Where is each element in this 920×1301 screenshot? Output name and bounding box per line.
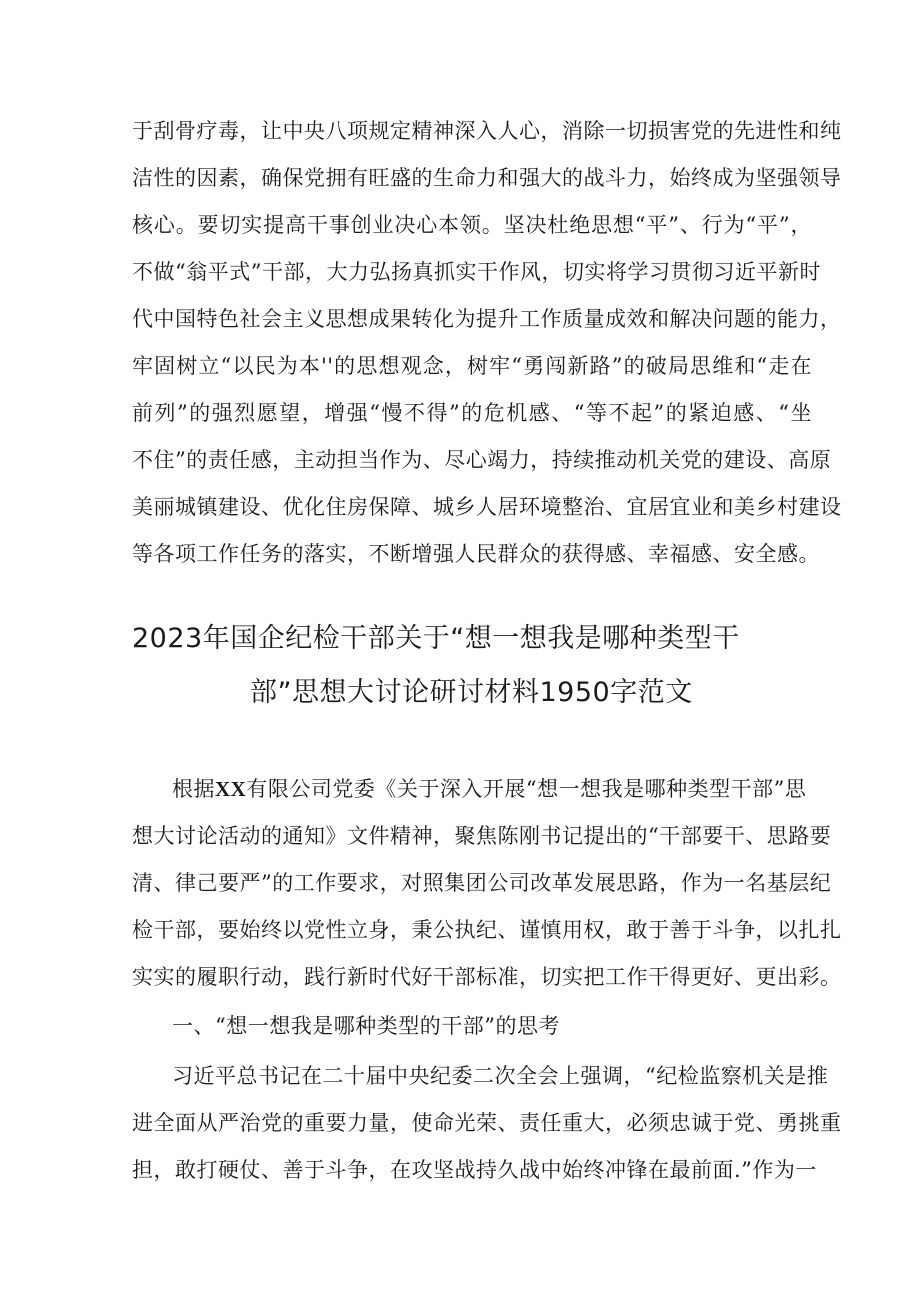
document-title-line1: 2023年国企纪检干部关于“想一想我是哪种类型干 bbox=[132, 623, 740, 654]
paragraph-line: 洁性的因素，确保党拥有旺盛的生命力和强大的战斗力，始终成为坚强领导 bbox=[132, 166, 842, 190]
paragraph-line: 想大讨论活动的通知》文件精神，聚焦陈刚书记提出的“干部要干、思路要 bbox=[132, 824, 832, 848]
text-rest: 有限公司党委《关于深入开展“想一想我是哪种类型干部”思 bbox=[246, 777, 807, 801]
paragraph-line: 不做“翁平式”干部，大力弘扬真抓实干作风，切实将学习贯彻习近平新时 bbox=[132, 260, 821, 284]
paragraph-line: 前列”的强烈愿望，增强“慢不得”的危机感、“等不起”的紧迫感、“坐 bbox=[132, 401, 812, 425]
paragraph-first-line: 习近平总书记在二十届中央纪委二次全会上强调，“纪检监察机关是推 bbox=[172, 1064, 829, 1088]
paragraph-line: 实实的履职行动，践行新时代好干部标准，切实把工作干得更好、更出彩。 bbox=[132, 965, 842, 989]
paragraph-line: 牢固树立“以民为本''的思想观念，树牢“勇闯新路”的破局思维和“走在 bbox=[132, 354, 812, 378]
paragraph-line: 等各项工作任务的落实，不断增强人民群众的获得感、幸福感、安全感。 bbox=[132, 542, 820, 566]
paragraph-line: 于刮骨疗毒，让中央八项规定精神深入人心，消除一切损害党的先进性和纯 bbox=[132, 119, 842, 143]
section-heading: 一、“想一想我是哪种类型的干部”的思考 bbox=[172, 1014, 560, 1038]
paragraph-line: 核心。要切实提高干事创业决心本领。坚决杜绝思想“平”、行为“平”， bbox=[132, 213, 812, 237]
paragraph-line: 担，敢打硬仗、善于斗争，在攻坚战持久战中始终冲锋在最前面.”作为一 bbox=[132, 1158, 817, 1182]
paragraph-line: 进全面从严治党的重要力量，使命光荣、责任重大，必须忠诚于党、勇挑重 bbox=[132, 1111, 842, 1135]
paragraph-line: 检干部，要始终以党性立身，秉公执纪、谨慎用权，敢于善于斗争，以扎扎 bbox=[132, 918, 842, 942]
paragraph-line: 美丽城镇建设、优化住房保障、城乡人居环境整治、宜居宜业和美乡村建设 bbox=[132, 495, 842, 519]
company-placeholder: XX bbox=[215, 777, 247, 801]
document-title-line2: 部”思想大讨论研讨材料1950字范文 bbox=[250, 677, 693, 708]
text-prefix: 根据 bbox=[172, 777, 215, 801]
paragraph-line: 清、律己要严”的工作要求，对照集团公司改革发展思路，作为一名基层纪 bbox=[132, 871, 832, 895]
paragraph-first-line bbox=[172, 774, 812, 804]
paragraph-line: 不住”的责任感，主动担当作为、尽心竭力，持续推动机关党的建设、高原 bbox=[132, 448, 832, 472]
paragraph-line: 代中国特色社会主义思想成果转化为提升工作质量成效和解决问题的能力， bbox=[132, 307, 842, 331]
